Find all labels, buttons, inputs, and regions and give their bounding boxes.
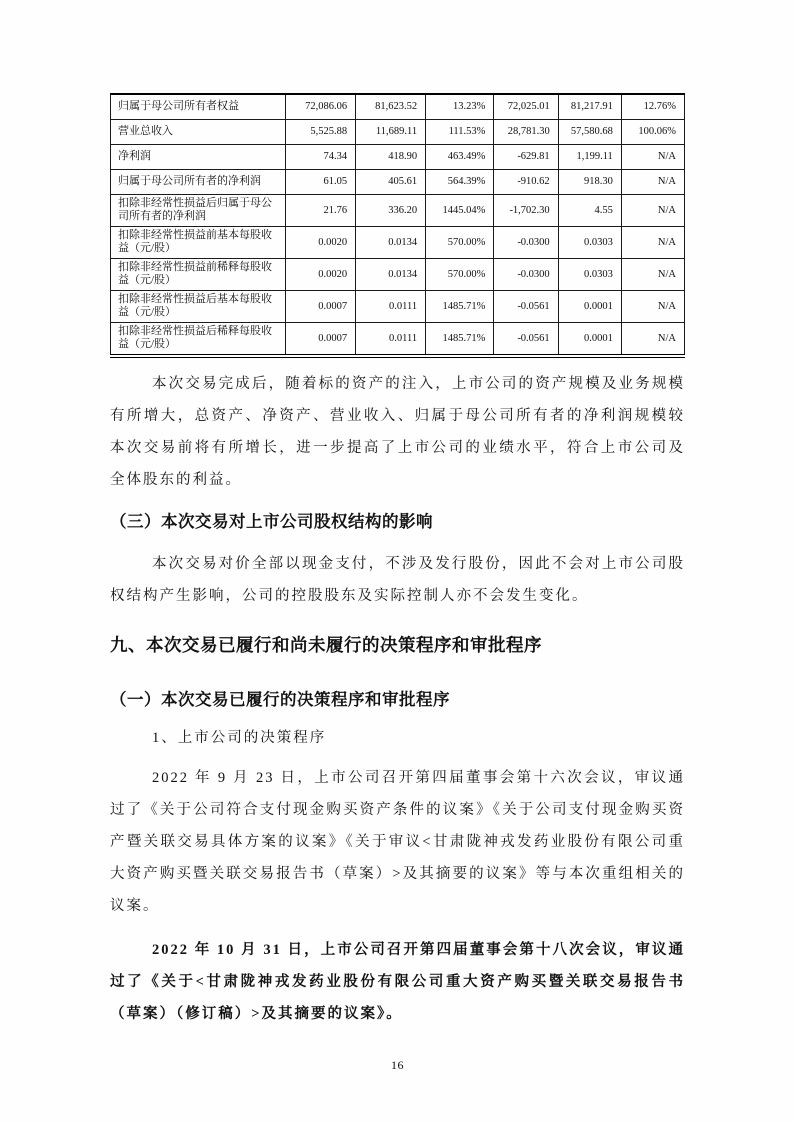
metric-value: 0.0020: [286, 226, 356, 258]
metric-label: 扣除非经常性损益前基本每股收益（元/股）: [111, 226, 286, 258]
paragraph-equity-structure: 本次交易对价全部以现金支付，不涉及发行股份，因此不会对上市公司股权结构产生影响，公司的控股股东及实际控制人亦不会发生变化。: [110, 555, 685, 604]
metric-value: -0.0561: [494, 290, 558, 322]
metric-value: 463.49%: [426, 144, 494, 169]
paragraph-september-meeting: 2022 年 9 月 23 日，上市公司召开第四届董事会第十六次会议，审议通过了《关于公司符合支付现金购买资产条件的议案》《关于公司支付现金购买资产暨关联交易具体方案的议案》《关于审议<甘肃陇神戎发药业股份有限公司重大资产购买暨关联交易报告书（草案）>及其摘要的议案》等与本次重组相关的议案。: [110, 769, 685, 914]
metric-value: 564.39%: [426, 169, 494, 194]
metric-value: 100.06%: [621, 119, 684, 144]
table-row: [111, 119, 685, 144]
metric-value: 0.0134: [356, 258, 426, 290]
table-row: [111, 144, 685, 169]
metric-label: 扣除非经常性损益后归属于母公司所有者的净利润: [111, 194, 286, 226]
metric-value: 0.0007: [286, 322, 356, 356]
financial-comparison-table: [110, 93, 685, 358]
metric-value: -0.0300: [494, 226, 558, 258]
metric-value: -629.81: [494, 144, 558, 169]
metric-label: 扣除非经常性损益前稀释每股收益（元/股）: [111, 258, 286, 290]
metric-value: -1,702.30: [494, 194, 558, 226]
metric-value: 74.34: [286, 144, 356, 169]
metric-value: 0.0111: [356, 322, 426, 356]
table-row: [111, 94, 685, 119]
paragraph-october-meeting: 2022 年 10 月 31 日，上市公司召开第四届董事会第十八次会议，审议通过了《关于<甘肃陇神戎发药业股份有限公司重大资产购买暨关联交易报告书（草案）（修订稿）>及其摘要的议案》。: [110, 941, 685, 1022]
metric-value: 72,025.01: [494, 94, 558, 119]
metric-value: 81,217.91: [558, 94, 621, 119]
metric-value: 13.23%: [426, 94, 494, 119]
paragraph-transaction-effect: 本次交易完成后，随着标的资产的注入，上市公司的资产规模及业务规模有所增大，总资产、净资产、营业收入、归属于母公司所有者的净利润规模较本次交易前将有所增长，进一步提高了上市公司的业绩水平，符合上市公司及全体股东的利益。: [110, 375, 685, 488]
metric-value: 81,623.52: [356, 94, 426, 119]
metric-value: 405.61: [356, 169, 426, 194]
table-row: [111, 322, 685, 356]
metric-value: N/A: [621, 290, 684, 322]
metric-value: -0.0561: [494, 322, 558, 356]
metric-value: N/A: [621, 194, 684, 226]
metric-value: 21.76: [286, 194, 356, 226]
metric-value: 111.53%: [426, 119, 494, 144]
table-row: [111, 194, 685, 226]
metric-label: 扣除非经常性损益后稀释每股收益（元/股）: [111, 322, 286, 356]
metric-value: 0.0020: [286, 258, 356, 290]
metric-value: 418.90: [356, 144, 426, 169]
metric-value: 28,781.30: [494, 119, 558, 144]
metric-value: 0.0111: [356, 290, 426, 322]
metric-value: 336.20: [356, 194, 426, 226]
page-number: 16: [391, 1057, 404, 1072]
metric-value: 4.55: [558, 194, 621, 226]
metric-value: 1,199.11: [558, 144, 621, 169]
metric-value: 0.0001: [558, 322, 621, 356]
metric-value: 12.76%: [621, 94, 684, 119]
metric-value: N/A: [621, 322, 684, 356]
metric-value: 570.00%: [426, 226, 494, 258]
metric-value: -910.62: [494, 169, 558, 194]
table-row: [111, 169, 685, 194]
metric-label: 归属于母公司所有者权益: [111, 94, 286, 119]
metric-value: 1485.71%: [426, 322, 494, 356]
table-row: [111, 290, 685, 322]
heading-section-three: （三）本次交易对上市公司股权结构的影响: [110, 512, 433, 531]
table-row: [111, 226, 685, 258]
metric-label: 净利润: [111, 144, 286, 169]
metric-label: 扣除非经常性损益后基本每股收益（元/股）: [111, 290, 286, 322]
metric-value: 570.00%: [426, 258, 494, 290]
metric-value: 0.0007: [286, 290, 356, 322]
metric-value: 0.0001: [558, 290, 621, 322]
metric-value: 918.30: [558, 169, 621, 194]
metric-value: 61.05: [286, 169, 356, 194]
metric-value: N/A: [621, 258, 684, 290]
metric-value: 11,689.11: [356, 119, 426, 144]
metric-label: 归属于母公司所有者的净利润: [111, 169, 286, 194]
list-item-decision-procedure: 1、上市公司的决策程序: [152, 729, 327, 746]
metric-value: 1445.04%: [426, 194, 494, 226]
metric-value: 72,086.06: [286, 94, 356, 119]
metric-value: 0.0303: [558, 226, 621, 258]
metric-value: 0.0134: [356, 226, 426, 258]
metric-value: 1485.71%: [426, 290, 494, 322]
metric-value: 57,580.68: [558, 119, 621, 144]
metric-value: N/A: [621, 169, 684, 194]
heading-section-one: （一）本次交易已履行的决策程序和审批程序: [110, 690, 450, 709]
metric-value: N/A: [621, 226, 684, 258]
metric-value: 0.0303: [558, 258, 621, 290]
metric-value: N/A: [621, 144, 684, 169]
heading-chapter-nine: 九、本次交易已履行和尚未履行的决策程序和审批程序: [110, 634, 542, 655]
metric-label: 营业总收入: [111, 119, 286, 144]
metric-value: 5,525.88: [286, 119, 356, 144]
metric-value: -0.0300: [494, 258, 558, 290]
table-row: [111, 258, 685, 290]
